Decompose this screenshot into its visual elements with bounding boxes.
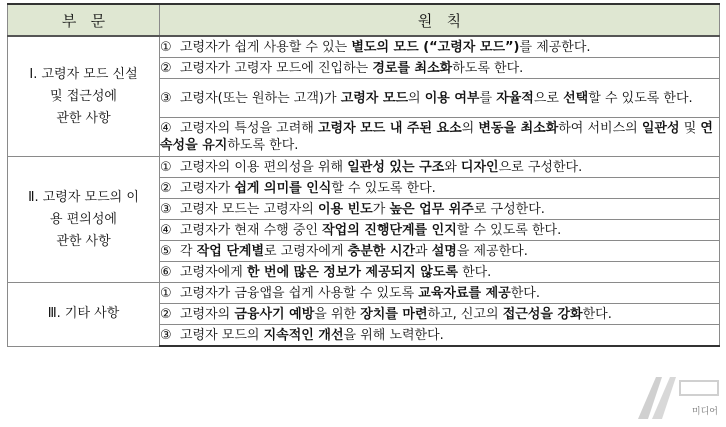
principle-text: 하여 서비스의: [558, 121, 642, 136]
item-number: ③: [160, 90, 172, 106]
principles-table: [7, 3, 720, 347]
principle-text: 고령자 모드는 고령자의: [180, 201, 318, 217]
section-title-line: 관한 사항: [56, 233, 111, 249]
emphasis-text: 쉽게 의미를 인식: [234, 180, 332, 196]
principle-cell: [160, 241, 720, 262]
principle-cell: [160, 283, 720, 304]
principle-cell: [160, 304, 720, 325]
emphasis-text: 일관성: [641, 121, 680, 136]
principle-text: 와: [444, 159, 461, 175]
principle-text: 로 구성한다.: [473, 201, 545, 217]
section-title-cell: [8, 157, 160, 283]
principle-text: 고령자의 특성을 고려해: [180, 121, 318, 136]
emphasis-text: 장치를 마련: [360, 306, 428, 322]
principle-cell: [160, 157, 720, 178]
table-row: [8, 283, 720, 304]
item-number: ⑤: [160, 243, 172, 259]
emphasis-text: 접근성을 강화: [502, 306, 583, 322]
emphasis-text: 작업 단계별: [196, 243, 265, 259]
section-title-line: 및 접근성에: [50, 88, 117, 104]
principle-cell: [160, 178, 720, 199]
emphasis-text: 교육자료를 제공: [418, 285, 511, 301]
emphasis-text: 변동을 최소화: [478, 121, 559, 136]
emphasis-text: 디자인: [460, 159, 499, 175]
principle-text: 할 수 있도록 한다.: [588, 90, 693, 106]
section-title-line: 관한 사항: [56, 110, 111, 126]
principle-text: 고령자가 현재 수행 중인: [180, 222, 323, 238]
watermark-text: 미디어: [691, 407, 718, 417]
item-number: ②: [160, 60, 172, 76]
section-title-cell: [8, 283, 160, 347]
emphasis-text: 작업의 진행단계를 인지: [322, 222, 457, 238]
principle-text: 으로 구성한다.: [498, 159, 583, 175]
emphasis-text: 충분한 시간: [347, 243, 415, 259]
principle-text: 를: [479, 90, 497, 106]
principle-text: 고령자(또는 원하는 고객)가: [180, 90, 341, 106]
principle-text: 할 수 있도록 한다.: [331, 180, 436, 196]
principle-text: 할 수 있도록 한다.: [456, 222, 562, 238]
principle-text: 및: [679, 121, 701, 136]
item-number: ②: [160, 180, 172, 196]
principle-text: 하고, 신고의: [427, 306, 503, 322]
item-number: ④: [160, 121, 172, 136]
principle-text: 과: [414, 243, 432, 259]
item-number: ①: [160, 159, 172, 175]
emphasis-text: 별도의 모드 (“고령자 모드”): [351, 39, 520, 55]
emphasis-text: 연속성을 유지: [160, 121, 713, 153]
principle-cell: [160, 325, 720, 347]
section-title-line: Ⅲ. 기타 사항: [47, 306, 120, 322]
table-row: [8, 36, 720, 58]
principle-text: 고령자에게: [180, 264, 247, 280]
principle-text: 을 위해 노력한다.: [343, 327, 444, 343]
principle-text: 을 위한: [314, 306, 361, 322]
emphasis-text: 금융사기 예방: [234, 306, 315, 322]
section-title-cell: [8, 36, 160, 157]
emphasis-text: 설명: [431, 243, 457, 259]
table-header-row: [8, 4, 720, 36]
principle-text: 으로: [533, 90, 564, 106]
principle-text: 고령자가 고령자 모드에 진입하는: [180, 60, 373, 76]
item-number: ④: [160, 222, 172, 238]
emphasis-text: 고령자 모드: [340, 90, 409, 106]
principle-text: 을 제공한다.: [456, 243, 528, 259]
emphasis-text: 이용 여부: [424, 90, 480, 106]
emphasis-text: 한 번에 많은 정보가 제공되지 않도록: [246, 264, 458, 280]
principle-text: 고령자의: [180, 306, 235, 322]
header-principle: 원 칙: [160, 4, 720, 36]
item-number: ⑥: [160, 264, 172, 280]
item-number: ①: [160, 285, 172, 301]
principle-text: 고령자가 쉽게 사용할 수 있는: [180, 39, 352, 55]
principle-text: 하도록 한다.: [227, 138, 299, 153]
principle-text: 고령자가 금융앱을 쉽게 사용할 수 있도록: [180, 285, 419, 301]
principle-cell: [160, 220, 720, 241]
item-number: ②: [160, 306, 172, 322]
principle-text: 의: [408, 90, 425, 106]
principle-text: 의: [461, 121, 479, 136]
emphasis-text: 높은 업무 위주: [389, 201, 474, 217]
emphasis-text: 일관성 있는 구조: [347, 159, 445, 175]
emphasis-text: 경로를 최소화: [372, 60, 453, 76]
item-number: ①: [160, 39, 172, 55]
principle-text: 고령자 모드의: [180, 327, 264, 343]
principle-cell: [160, 58, 720, 79]
principle-cell: [160, 262, 720, 283]
principle-text: 고령자가: [180, 180, 235, 196]
principle-text: 하도록 한다.: [452, 60, 524, 76]
emphasis-text: 선택: [563, 90, 589, 106]
table-row: [8, 157, 720, 178]
item-number: ③: [160, 327, 172, 343]
emphasis-text: 고령자 모드 내 주된 요소: [317, 121, 462, 136]
section-title-line: Ⅰ. 고령자 모드 신설: [29, 66, 138, 82]
principle-text: 고령자의 이용 편의성을 위해: [180, 159, 348, 175]
table-body: [8, 36, 720, 346]
principle-text: 한다.: [582, 306, 612, 322]
emphasis-text: 자율적: [496, 90, 534, 106]
principle-text: 로 고령자에게: [264, 243, 348, 259]
section-title-line: 용 편의성에: [50, 211, 117, 227]
principle-text: 한다.: [457, 264, 492, 280]
principle-cell: [160, 118, 720, 157]
emphasis-text: 지속적인 개선: [263, 327, 344, 343]
header-category: 부 문: [8, 4, 160, 36]
principle-text: 가: [372, 201, 390, 217]
principle-cell: [160, 199, 720, 220]
principle-cell: [160, 36, 720, 58]
principle-cell: [160, 79, 720, 118]
section-title-line: Ⅱ. 고령자 모드의 이: [28, 189, 139, 205]
emphasis-text: 이용 빈도: [317, 201, 373, 217]
principle-text: 각: [180, 243, 197, 259]
item-number: ③: [160, 201, 172, 217]
principle-text: 를 제공한다.: [519, 39, 591, 55]
principle-text: 한다.: [510, 285, 540, 301]
